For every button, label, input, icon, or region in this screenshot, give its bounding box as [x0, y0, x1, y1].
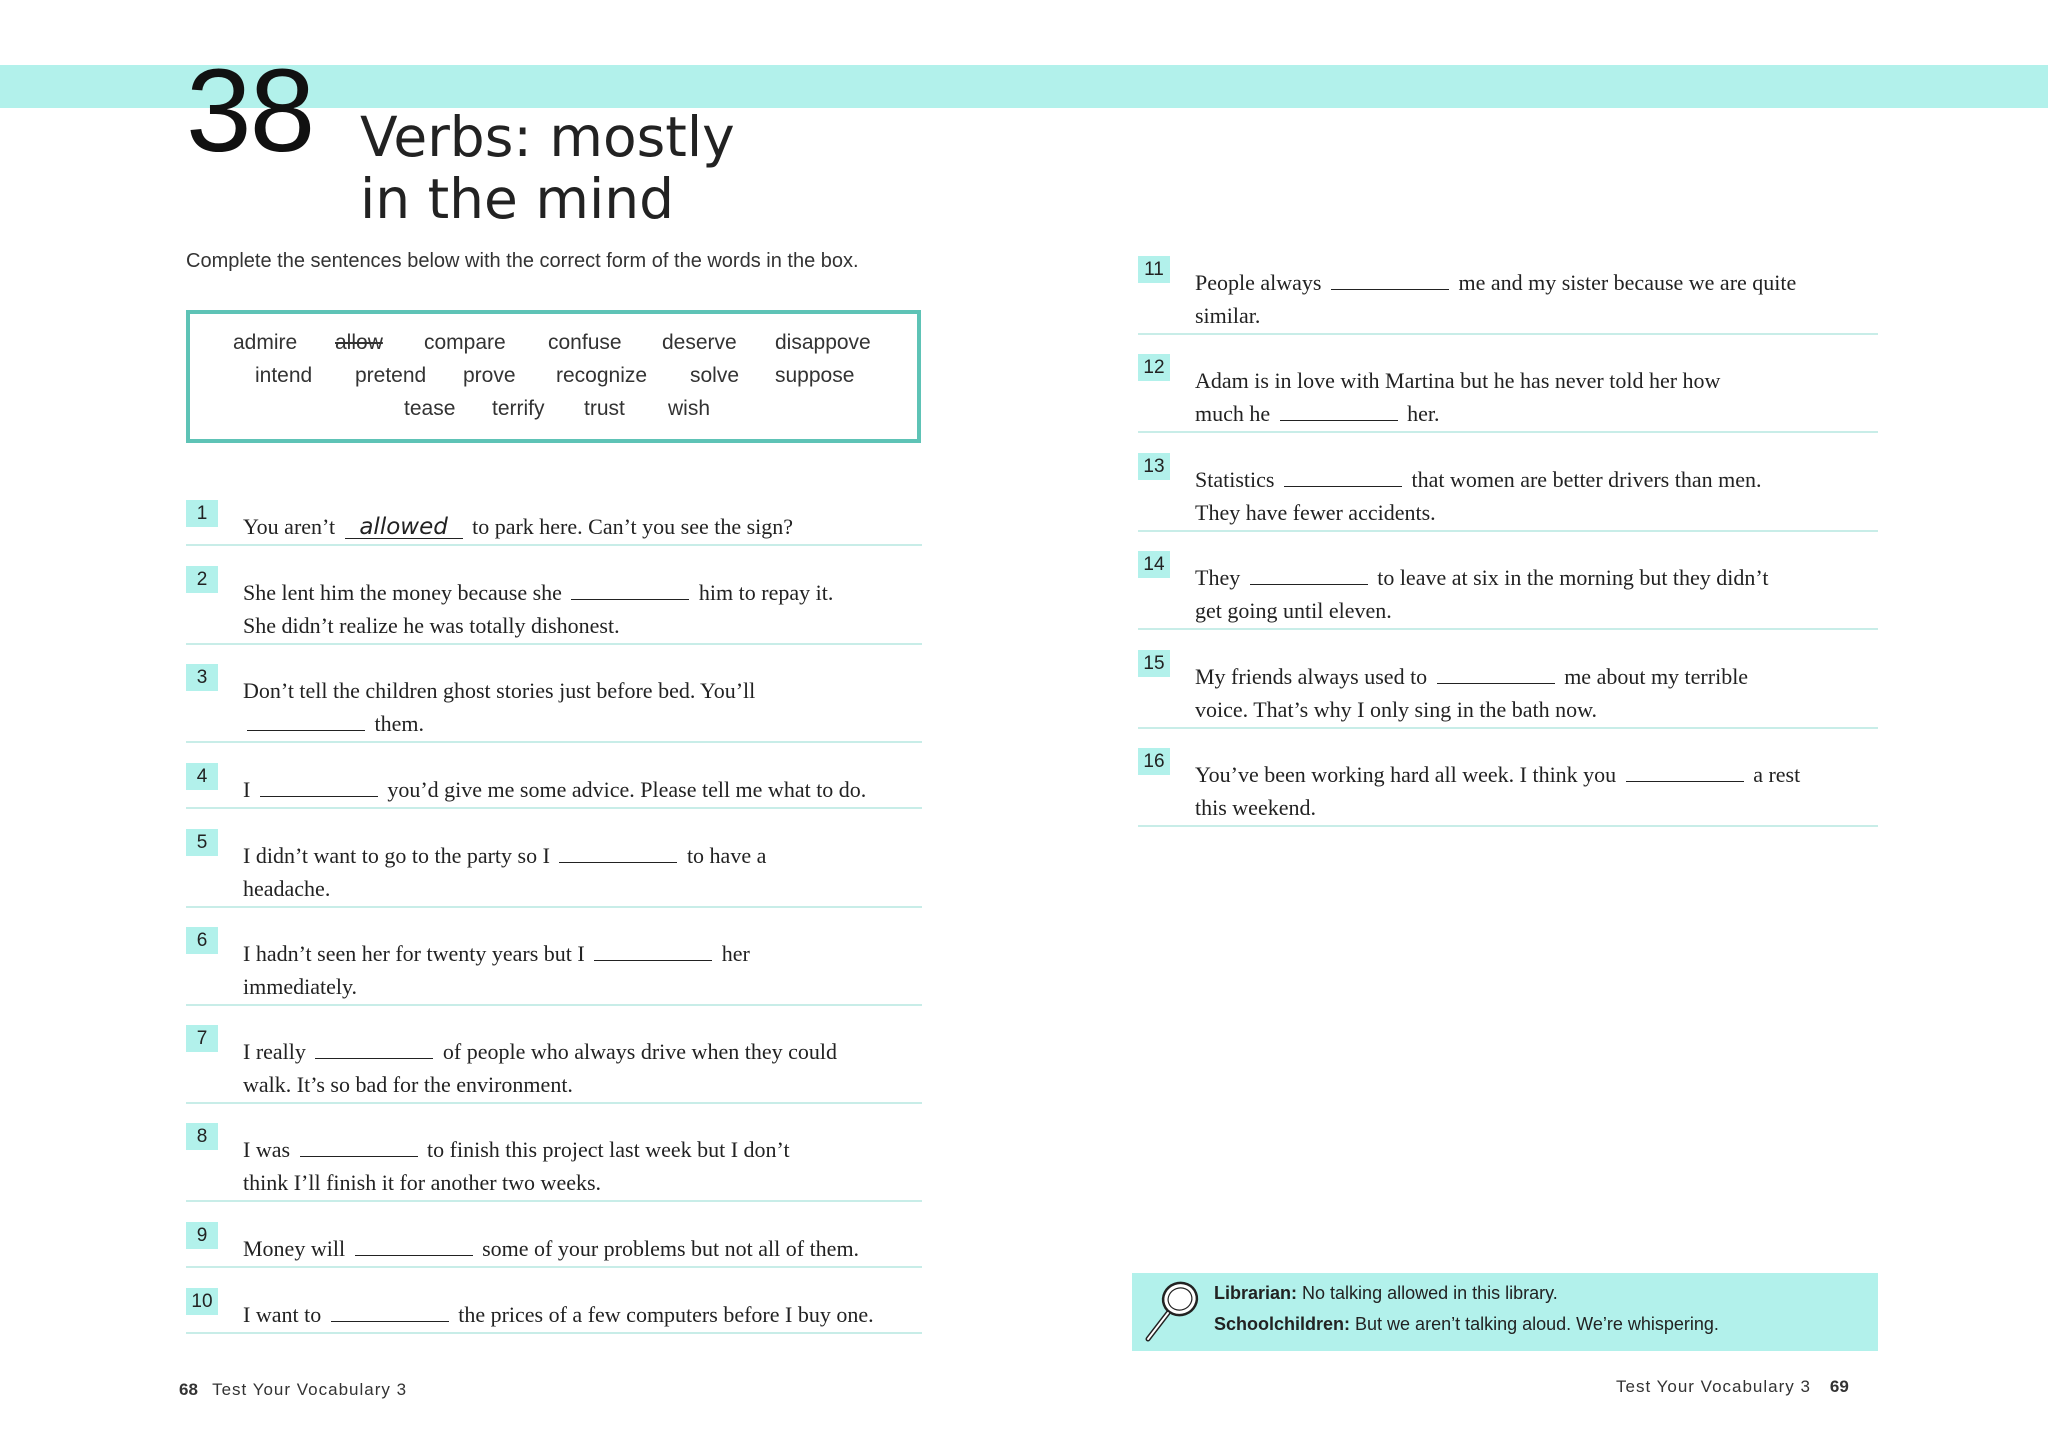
divider [186, 643, 922, 645]
question-text: She lent him the money because she him to repay it. She didn’t realize he was totally dishonest. [243, 580, 834, 638]
word-box [186, 310, 921, 443]
question-number: 7 [186, 1025, 218, 1052]
question-number: 11 [1138, 256, 1170, 283]
divider [1138, 333, 1878, 335]
question-text: I didn’t want to go to the party so I to have a headache. [243, 843, 767, 901]
answer-blank[interactable] [1280, 402, 1398, 421]
question-number: 12 [1138, 354, 1170, 381]
question-text: I really of people who always drive when they could walk. It’s so bad for the environment. [243, 1039, 837, 1097]
question-text: Adam is in love with Martina but he has never told her how much he her. [1195, 368, 1721, 426]
footer-left [179, 1380, 407, 1400]
answer-blank[interactable] [1437, 665, 1555, 684]
unit-number: 38 [186, 45, 314, 177]
book-title: Test Your Vocabulary 3 [212, 1380, 408, 1399]
divider [186, 544, 922, 546]
word: prove [463, 364, 516, 387]
magnifying-glass-icon [1140, 1277, 1204, 1347]
page-number: 68 [179, 1380, 198, 1399]
divider [1138, 825, 1878, 827]
answer-blank[interactable] [260, 778, 378, 797]
answer-blank[interactable] [355, 1237, 473, 1256]
divider [186, 1332, 922, 1334]
answer-blank[interactable] [331, 1303, 449, 1322]
divider [186, 1266, 922, 1268]
answer-blank[interactable] [247, 712, 365, 731]
word: confuse [548, 331, 622, 354]
word: disappove [775, 331, 871, 354]
answer-blank[interactable] [1284, 468, 1402, 487]
question-text: I want to the prices of a few computers before I buy one. [243, 1302, 874, 1327]
question-number: 4 [186, 763, 218, 790]
question-text: You’ve been working hard all week. I think you a rest this weekend. [1195, 762, 1801, 820]
answer-blank[interactable] [1331, 271, 1449, 290]
divider [186, 1200, 922, 1202]
divider [186, 741, 922, 743]
question-text: Statistics that women are better drivers than men. They have fewer accidents. [1195, 467, 1762, 525]
word: wish [668, 397, 711, 420]
divider [186, 807, 922, 809]
question-number: 3 [186, 664, 218, 691]
unit-title-line1: Verbs: mostly [360, 105, 735, 169]
instructions: Complete the sentences below with the correct form of the words in the box. [186, 250, 859, 272]
book-title: Test Your Vocabulary 3 [1616, 1377, 1811, 1396]
tip-line-2: Schoolchildren: But we aren’t talking aloud. We’re whispering. [1214, 1314, 1719, 1334]
answer-blank[interactable] [571, 581, 689, 600]
divider [1138, 530, 1878, 532]
answer-blank[interactable] [594, 942, 712, 961]
question-number: 14 [1138, 551, 1170, 578]
word: admire [233, 331, 298, 354]
word: intend [255, 364, 313, 387]
answer-blank[interactable] [1250, 566, 1368, 585]
question-text: I was to finish this project last week but I don’t think I’ll finish it for another two weeks. [243, 1137, 790, 1195]
question-number: 15 [1138, 650, 1170, 677]
divider [1138, 431, 1878, 433]
question-text: Money will some of your problems but not all of them. [243, 1236, 860, 1261]
question-number: 1 [186, 500, 218, 527]
word: compare [424, 331, 506, 354]
word: trust [584, 397, 625, 420]
question-number: 16 [1138, 748, 1170, 775]
word: pretend [355, 364, 427, 387]
word: suppose [775, 364, 855, 387]
question-text: Don’t tell the children ghost stories just before bed. You’ll them. [243, 678, 756, 736]
tip-line-1: Librarian: No talking allowed in this library. [1214, 1283, 1558, 1303]
word: tease [404, 397, 456, 420]
answer-blank[interactable] [559, 844, 677, 863]
question-number: 8 [186, 1123, 218, 1150]
question-text: They to leave at six in the morning but they didn’t get going until eleven. [1195, 565, 1769, 623]
question-number: 6 [186, 927, 218, 954]
question-number: 10 [186, 1288, 218, 1315]
divider [186, 1102, 922, 1104]
divider [186, 906, 922, 908]
question-text: I you’d give me some advice. Please tell me what to do. [243, 777, 867, 802]
answer-filled[interactable]: allowed [345, 516, 463, 539]
unit-title [360, 106, 735, 230]
question-number: 5 [186, 829, 218, 856]
word: deserve [662, 331, 737, 354]
question-text: People always me and my sister because we are quite similar. [1195, 270, 1797, 328]
answer-blank[interactable] [315, 1040, 433, 1059]
divider [1138, 727, 1878, 729]
word: solve [690, 364, 740, 387]
question-text: I hadn’t seen her for twenty years but I her immediately. [243, 941, 750, 999]
question-number: 9 [186, 1222, 218, 1249]
tip-box [1132, 1273, 1878, 1351]
question-text: You aren’t allowed to park here. Can’t you see the sign? [243, 514, 794, 540]
question-number: 13 [1138, 453, 1170, 480]
question-text: My friends always used to me about my terrible voice. That’s why I only sing in the bath now. [1195, 664, 1749, 722]
word-crossed: allow [335, 331, 383, 354]
word: recognize [556, 364, 648, 387]
footer-right [1616, 1377, 1849, 1397]
answer-blank[interactable] [1626, 763, 1744, 782]
unit-title-line2: in the mind [360, 167, 674, 231]
divider [1138, 628, 1878, 630]
word: terrify [492, 397, 545, 420]
question-number: 2 [186, 566, 218, 593]
divider [186, 1004, 922, 1006]
page-number: 69 [1829, 1377, 1849, 1396]
answer-blank[interactable] [300, 1138, 418, 1157]
